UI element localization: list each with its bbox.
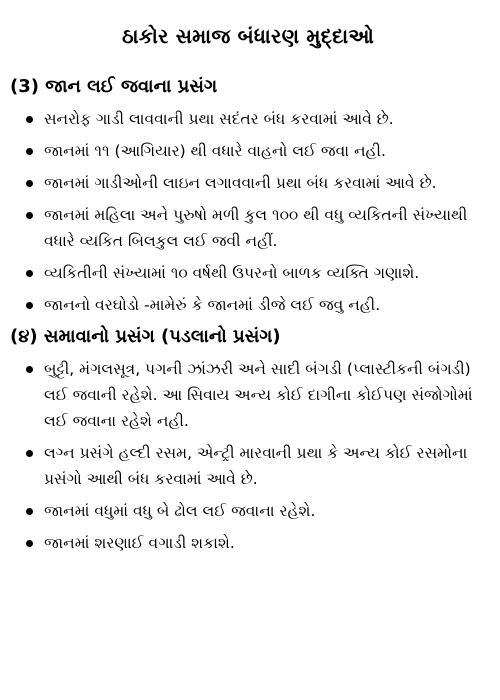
list-item xyxy=(10,440,486,492)
document-title: ઠાકોર સમાજ બંધારણ મુદ્દાઓ xyxy=(122,24,374,48)
list-item xyxy=(10,170,486,196)
bullet-icon xyxy=(26,508,33,515)
bullet-icon xyxy=(26,450,33,457)
list-item-text: જાનમાં ગાડીઓની લાઇન લગાવવાની પ્રથા બંધ કરવામાં આવે છે. xyxy=(44,174,437,192)
list-item-text: જાનમાં વધુમાં વધુ બે ઢોલ લઈ જવાના રહેશે. xyxy=(44,502,316,520)
list-item xyxy=(10,530,486,556)
list-item-text: જાનમાં મહિલા અને પુરુષો મળી કુલ ૧૦૦ થી વધુ વ્યકિતની સંખ્યાથી વધારે વ્યકિત બિલકુલ લઈ જવી નહીં. xyxy=(44,206,468,250)
list-item-text: વ્યકિતીની સંખ્યામાં ૧૦ વર્ષથી ઉપરનો બાળક વ્યક્તિ ગણાશે. xyxy=(44,264,420,282)
bullet-icon xyxy=(26,270,33,277)
bullet-icon xyxy=(26,116,33,123)
bullet-icon xyxy=(26,540,33,547)
bullet-icon xyxy=(26,366,33,373)
bullet-icon xyxy=(26,180,33,187)
list-item xyxy=(10,498,486,524)
section-wedding-procession xyxy=(10,74,486,318)
list-item-text: બુટ્ટી, મંગલસૂત્ર, પગની ઝાંઝરી અને સાદી બંગડી (પ્લાસ્ટીકની બંગડી) લઈ જવાની રહેશે. આ સિવાય અન્ય કોઈ દાગીના કોઈપણ સંજોગોમાં લઈ જવાના રહેશે નહી. xyxy=(44,360,473,430)
list-item xyxy=(10,202,486,254)
bullet-list xyxy=(10,356,486,556)
list-item-text: જાનમાં ૧૧ (આગિયાર) થી વધારે વાહનો લઈ જવા નહી. xyxy=(44,142,386,160)
bullet-list xyxy=(10,106,486,318)
section-heading: (૪) સમાવાનો પ્રસંગ (પડલાનો પ્રસંગ) xyxy=(10,326,281,347)
list-item-text: જાનમાં શરણાઈ વગાડી શકાશે. xyxy=(44,534,235,552)
bullet-icon xyxy=(26,212,33,219)
list-item xyxy=(10,356,486,434)
bullet-icon xyxy=(26,148,33,155)
list-item xyxy=(10,106,486,132)
list-item xyxy=(10,260,486,286)
section-heading: (3) જાન લઈ જવાના પ્રસંગ xyxy=(10,76,218,97)
list-item xyxy=(10,292,486,318)
list-item-text: જાનનો વરઘોડો -મામેરું કે જાનમાં ડીજે લઈ જવુ નહી. xyxy=(44,296,381,314)
bullet-icon xyxy=(26,302,33,309)
section-samavano-ceremony xyxy=(10,324,486,556)
list-item xyxy=(10,138,486,164)
list-item-text: સનરોફ ગાડી લાવવાની પ્રથા સદંતર બંધ કરવામાં આવે છે. xyxy=(44,110,394,128)
list-item-text: લગ્ન પ્રસંગે હલ્દી રસમ, એન્ટ્રી મારવાની પ્રથા કે અન્ય કોઈ રસમોના પ્રસંગો આથી બંધ કરવામાં આવે છે. xyxy=(44,444,468,488)
